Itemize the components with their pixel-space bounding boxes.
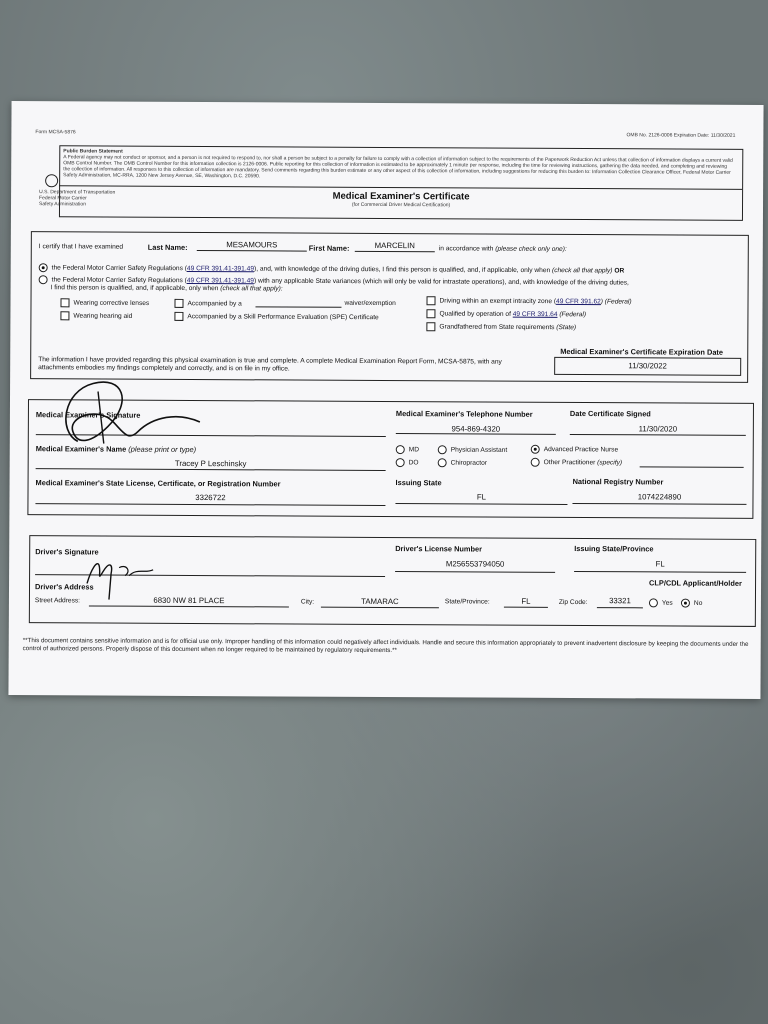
date-signed-label: Date Certificate Signed [569,408,651,419]
certify-intro: I certify that I have examined [38,243,124,251]
first-name-label: First Name: [308,243,350,253]
registry-label: National Registry Number [572,476,664,487]
examiner-name-label: Medical Examiner's Name [35,444,127,454]
registry-value[interactable]: 1074224890 [637,492,682,502]
examiner-signature-icon [35,371,208,455]
cond-intracity[interactable]: Driving within an exempt intracity zone (49 CFR 391.62) (Federal) [426,296,631,306]
apn-option[interactable]: Advanced Practice Nurse [531,445,618,455]
do-radio[interactable] [396,458,405,467]
intracity-checkbox[interactable] [426,296,435,305]
federal-radio[interactable] [39,263,48,272]
state-label: State/Province: [444,598,490,606]
city-value[interactable]: TAMARAC [361,596,399,607]
accompanied-checkbox[interactable] [174,299,183,308]
cond-waiver-text: waiver/exemption [344,299,396,308]
certificate-paper [8,101,763,699]
dot-seal-icon [45,174,58,187]
no-radio[interactable] [681,599,690,608]
clp-no-option[interactable]: No [681,599,702,608]
option-federal-row[interactable]: the Federal Motor Carrier Safety Regulations (49 CFR 391.41-391.49), and, with knowledge of the driving duties, I find this person is qualified, and, if applicable, only when (check all that apply) OR [39,263,739,276]
zip-value[interactable]: 33321 [609,596,631,606]
cond-accompanied[interactable]: Accompanied by a [174,299,241,309]
street-value[interactable]: 6830 NW 81 PLACE [153,595,225,606]
expiration-value[interactable]: 11/30/2022 [628,361,667,371]
burden-text: A Federal agency may not conduct or sponsor, and a person is not required to respond to, nor shall a person be subject to a penalty for failure to comply with a collection of information subject to the requirements of the Paperwork Reduction Act unless that collection of information displays a current valid OMB Control Number. The OMB Control Number for this information collection is 2126-0006. Public reporting for this collection of information is estimated to be approximately 1 minute per response, including the time for reviewing instructions, gathering the data needed, and completing and reviewing the collection of information. All responses to this collection of information are mandatory. Send comments regarding this burden estimate or any other aspect of this collection of information, including suggestions for reducing this burden to: Information Collection Clearance Officer, Federal Motor Carrier Safety Administration, MC-RRA, 1200 New Jersey Avenue, SE, Washington, D.C. 20590. [63,154,733,180]
last-name-value[interactable]: MESAMOURS [226,240,278,250]
option-state-row-2: I find this person is qualified, and, if applicable, only when (check all that apply): [50,284,283,293]
privacy-notice: **This document contains sensitive information and is for official use only. Improper handling of this information could negatively affect individuals. Handle and secure this information appropriately to prevent inadvertent disclosure by keeping the documents under the control of authorized persons. Properly dispose of this document when no longer required to be maintained by regulatory requirements.** [22,637,749,655]
hearing-checkbox[interactable] [60,311,69,320]
yes-radio[interactable] [649,598,658,607]
pa-option[interactable]: Physician Assistant [438,445,508,455]
zip-label: Zip Code: [558,598,588,607]
driver-address-label: Driver's Address [34,582,94,592]
option-state-row[interactable]: the Federal Motor Carrier Safety Regulations (49 CFR 391.41-391.49) with any applicable State variances (which will only be valid for intrastate operations), and, with knowledge of the driving duties, [39,275,744,288]
spe-checkbox[interactable] [174,312,183,321]
accordance-text: in accordance with [438,245,494,253]
lenses-checkbox[interactable] [60,298,69,307]
other-radio[interactable] [531,458,540,467]
chiro-option[interactable]: Chiropractor [438,458,487,468]
cond-lenses[interactable]: Wearing corrective lenses [60,298,149,308]
other-option[interactable]: Other Practitioner (specify) [531,458,622,468]
phone-label: Medical Examiner's Telephone Number [395,409,533,419]
clp-label: CLP/CDL Applicant/Holder [649,578,742,588]
issuing-province-label: Issuing State/Province [574,543,654,554]
examiner-name-value[interactable]: Tracey P Leschinsky [174,458,247,469]
driver-license-label: Driver's License Number [395,544,483,554]
examiner-signature-label: Medical Examiner's Signature [35,410,141,420]
form-id: Form MCSA-5876 [35,129,76,136]
phone-value[interactable]: 954-869-4320 [451,424,501,434]
agency-line-2: Federal Motor Carrier [39,195,87,202]
certificate-subtitle: (for Commercial Driver Medical Certification) [351,201,451,209]
agency-line-1: U.S. Department of Transportation [39,189,116,196]
state-variance-radio[interactable] [39,275,48,284]
issuing-state-value[interactable]: FL [476,492,487,502]
cond-qualified[interactable]: Qualified by operation of 49 CFR 391.64 (Federal) [426,309,586,319]
omb-number: OMB No. 2126-0006 Expiration Date: 11/30/2021 [626,132,736,139]
cond-hearing[interactable]: Wearing hearing aid [60,311,132,321]
street-label: Street Address: [34,597,81,605]
qualified-checkbox[interactable] [426,309,435,318]
state-value[interactable]: FL [521,596,531,606]
cond-spe[interactable]: Accompanied by a Skill Performance Evaluation (SPE) Certificate [174,312,378,322]
certificate-title: Medical Examiner's Certificate [332,190,470,203]
driver-license-value[interactable]: M256553794050 [445,559,505,569]
grandfathered-checkbox[interactable] [426,322,435,331]
issuing-province-value[interactable]: FL [655,559,665,569]
cond-grandfathered[interactable]: Grandfathered from State requirements (State) [426,322,576,332]
city-label: City: [300,598,315,606]
last-name-label: Last Name: [147,242,188,252]
driver-signature-label: Driver's Signature [35,547,99,557]
md-radio[interactable] [396,445,405,454]
do-option[interactable]: DO [396,458,419,467]
date-signed-value[interactable]: 11/30/2020 [638,424,678,434]
pa-radio[interactable] [438,445,447,454]
certification-statement: The information I have provided regarding this physical examination is true and complete. A complete Medical Examination Report Form, MCSA-5875, with any attachments embodies my findings completely and correctly, and is on file in my office. [38,356,502,373]
md-option[interactable]: MD [396,445,419,454]
clp-yes-option[interactable]: Yes [649,598,673,607]
burden-title: Public Burden Statement [63,148,123,155]
chiro-radio[interactable] [438,458,447,467]
driver-signature-icon [79,549,189,602]
agency-line-3: Safety Administration [39,201,87,208]
license-value[interactable]: 3326722 [195,493,226,503]
first-name-value[interactable]: MARCELIN [374,240,415,251]
examiner-name-hint: (please print or type) [128,444,197,455]
apn-radio[interactable] [531,445,540,454]
expiration-label: Medical Examiner's Certificate Expiration Date [560,346,724,357]
issuing-state-label: Issuing State [395,478,442,488]
license-label: Medical Examiner's State License, Certificate, or Registration Number [35,478,281,489]
check-one-hint: (please check only one): [495,245,567,253]
